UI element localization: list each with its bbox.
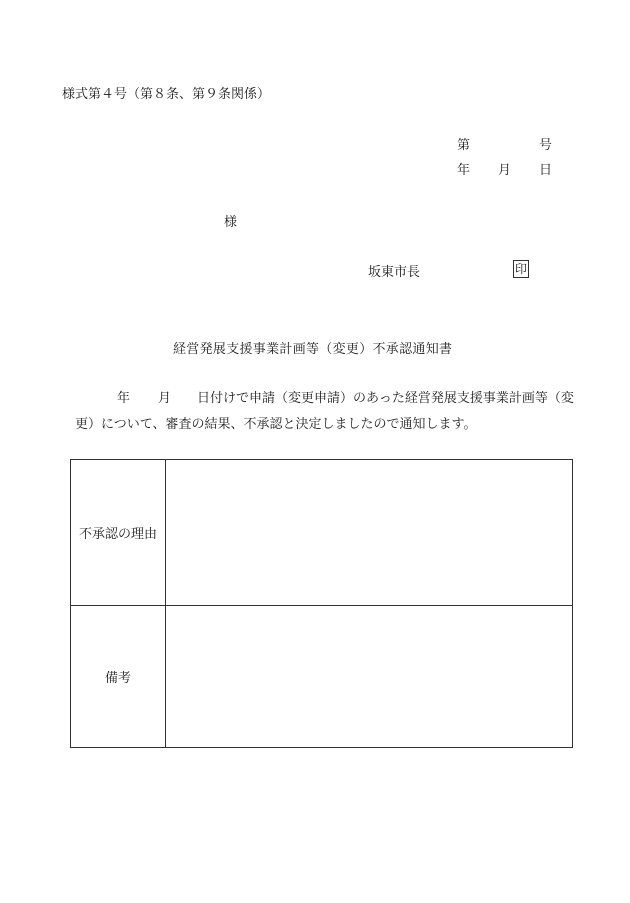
date-day-label: 日 xyxy=(539,163,553,178)
rejection-reason-field[interactable] xyxy=(166,460,573,606)
form-table xyxy=(70,459,573,748)
body-line-1: 日付けで申請（変更申請）のあった経営発展支援事業計画等（変 xyxy=(197,391,574,406)
table-row xyxy=(71,460,573,606)
rejection-reason-label: 不承認の理由 xyxy=(71,460,166,606)
remarks-label: 備考 xyxy=(71,606,166,748)
seal-mark: 印 xyxy=(514,262,527,276)
date-month-label: 月 xyxy=(498,163,512,178)
number-prefix: 第 xyxy=(457,138,471,153)
addressee-honorific: 様 xyxy=(224,215,238,230)
table-row xyxy=(71,606,573,748)
document-title: 経営発展支援事業計画等（変更）不承認通知書 xyxy=(173,342,453,357)
body-line-2: 更）について、審査の結果、不承認と決定しましたので通知します。 xyxy=(75,417,477,432)
remarks-field[interactable] xyxy=(166,606,573,748)
body-year-label: 年 xyxy=(117,391,131,406)
number-suffix: 号 xyxy=(539,138,553,153)
date-year-label: 年 xyxy=(457,163,471,178)
form-number: 様式第４号（第８条、第９条関係） xyxy=(62,87,271,102)
body-month-label: 月 xyxy=(158,391,172,406)
issuer-name: 坂東市長 xyxy=(368,265,421,280)
